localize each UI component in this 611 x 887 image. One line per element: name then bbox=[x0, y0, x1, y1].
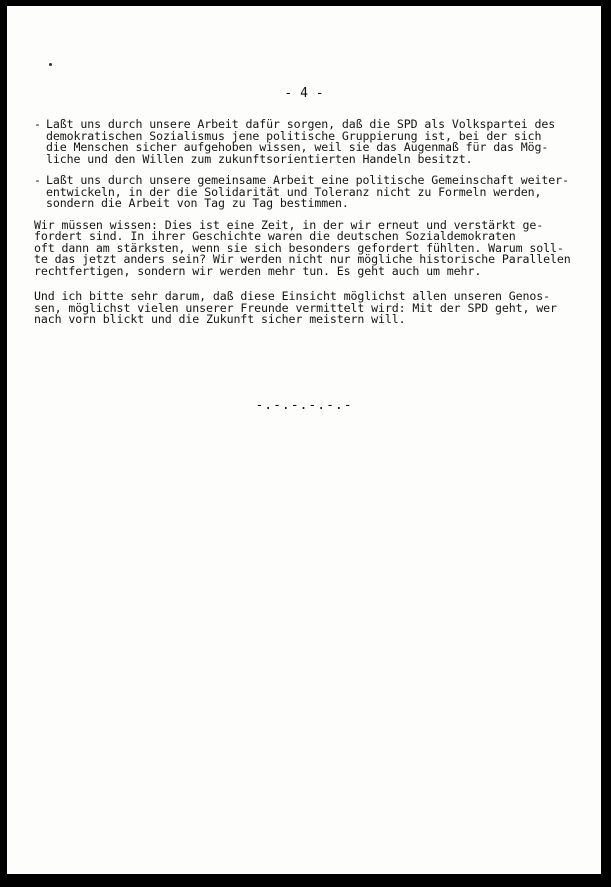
bullet-item bbox=[34, 175, 586, 210]
bullet-item bbox=[34, 119, 586, 165]
text-line: nach vorn blickt und die Zukunft sicher meistern will. bbox=[34, 312, 406, 326]
text-line: Laßt uns durch unsere Arbeit dafür sorgen, daß die SPD als Volkspartei des bbox=[46, 117, 556, 131]
text-line: Laßt uns durch unsere gemeinsame Arbeit eine politische Gemeinschaft weiter- bbox=[46, 173, 569, 187]
document-body bbox=[34, 119, 586, 340]
bullet-dash: - bbox=[34, 117, 41, 131]
text-line: sen, möglichst vielen unserer Freunde vermittelt wird: Mit der SPD geht, wer bbox=[34, 300, 557, 315]
text-line: fordert sind. In ihrer Geschichte waren die deutschen Sozialdemokraten bbox=[34, 229, 516, 243]
text-line: te das jetzt anders sein? Wir werden nicht nur mögliche historische Parallelen bbox=[34, 252, 571, 266]
text-line: demokratischen Sozialismus jene politische Gruppierung ist, bei der sich bbox=[46, 128, 542, 143]
scan-speck bbox=[49, 63, 52, 66]
document-page bbox=[7, 6, 601, 874]
text-line: rechtfertigen, sondern wir werden mehr tun. Es geht auch um mehr. bbox=[34, 263, 482, 278]
page-number: - 4 - bbox=[284, 86, 324, 101]
text-line: entwickeln, in der die Solidarität und Toleranz nicht zu Formeln werden, bbox=[46, 184, 542, 199]
text-line: liche und den Willen zum zukunftsorientierten Handeln besitzt. bbox=[46, 151, 473, 166]
text-line: Und ich bitte sehr darum, daß diese Einsicht möglichst allen unseren Genos- bbox=[34, 289, 551, 303]
text-line: sondern die Arbeit von Tag zu Tag bestimmen. bbox=[46, 196, 349, 210]
text-line: Wir müssen wissen: Dies ist eine Zeit, in der wir erneut und verstärkt ge- bbox=[34, 217, 544, 232]
bullet-dash: - bbox=[34, 173, 41, 187]
text-line: oft dann am stärksten, wenn sie sich besonders gefordert fühlten. Warum soll- bbox=[34, 240, 564, 255]
paragraph bbox=[34, 217, 586, 278]
end-marker: -.-.-.-.-.- bbox=[255, 398, 353, 413]
paragraph bbox=[34, 291, 586, 326]
text-line: die Menschen sicher aufgehoben wissen, weil sie das Augenmaß für das Mög- bbox=[46, 140, 549, 154]
